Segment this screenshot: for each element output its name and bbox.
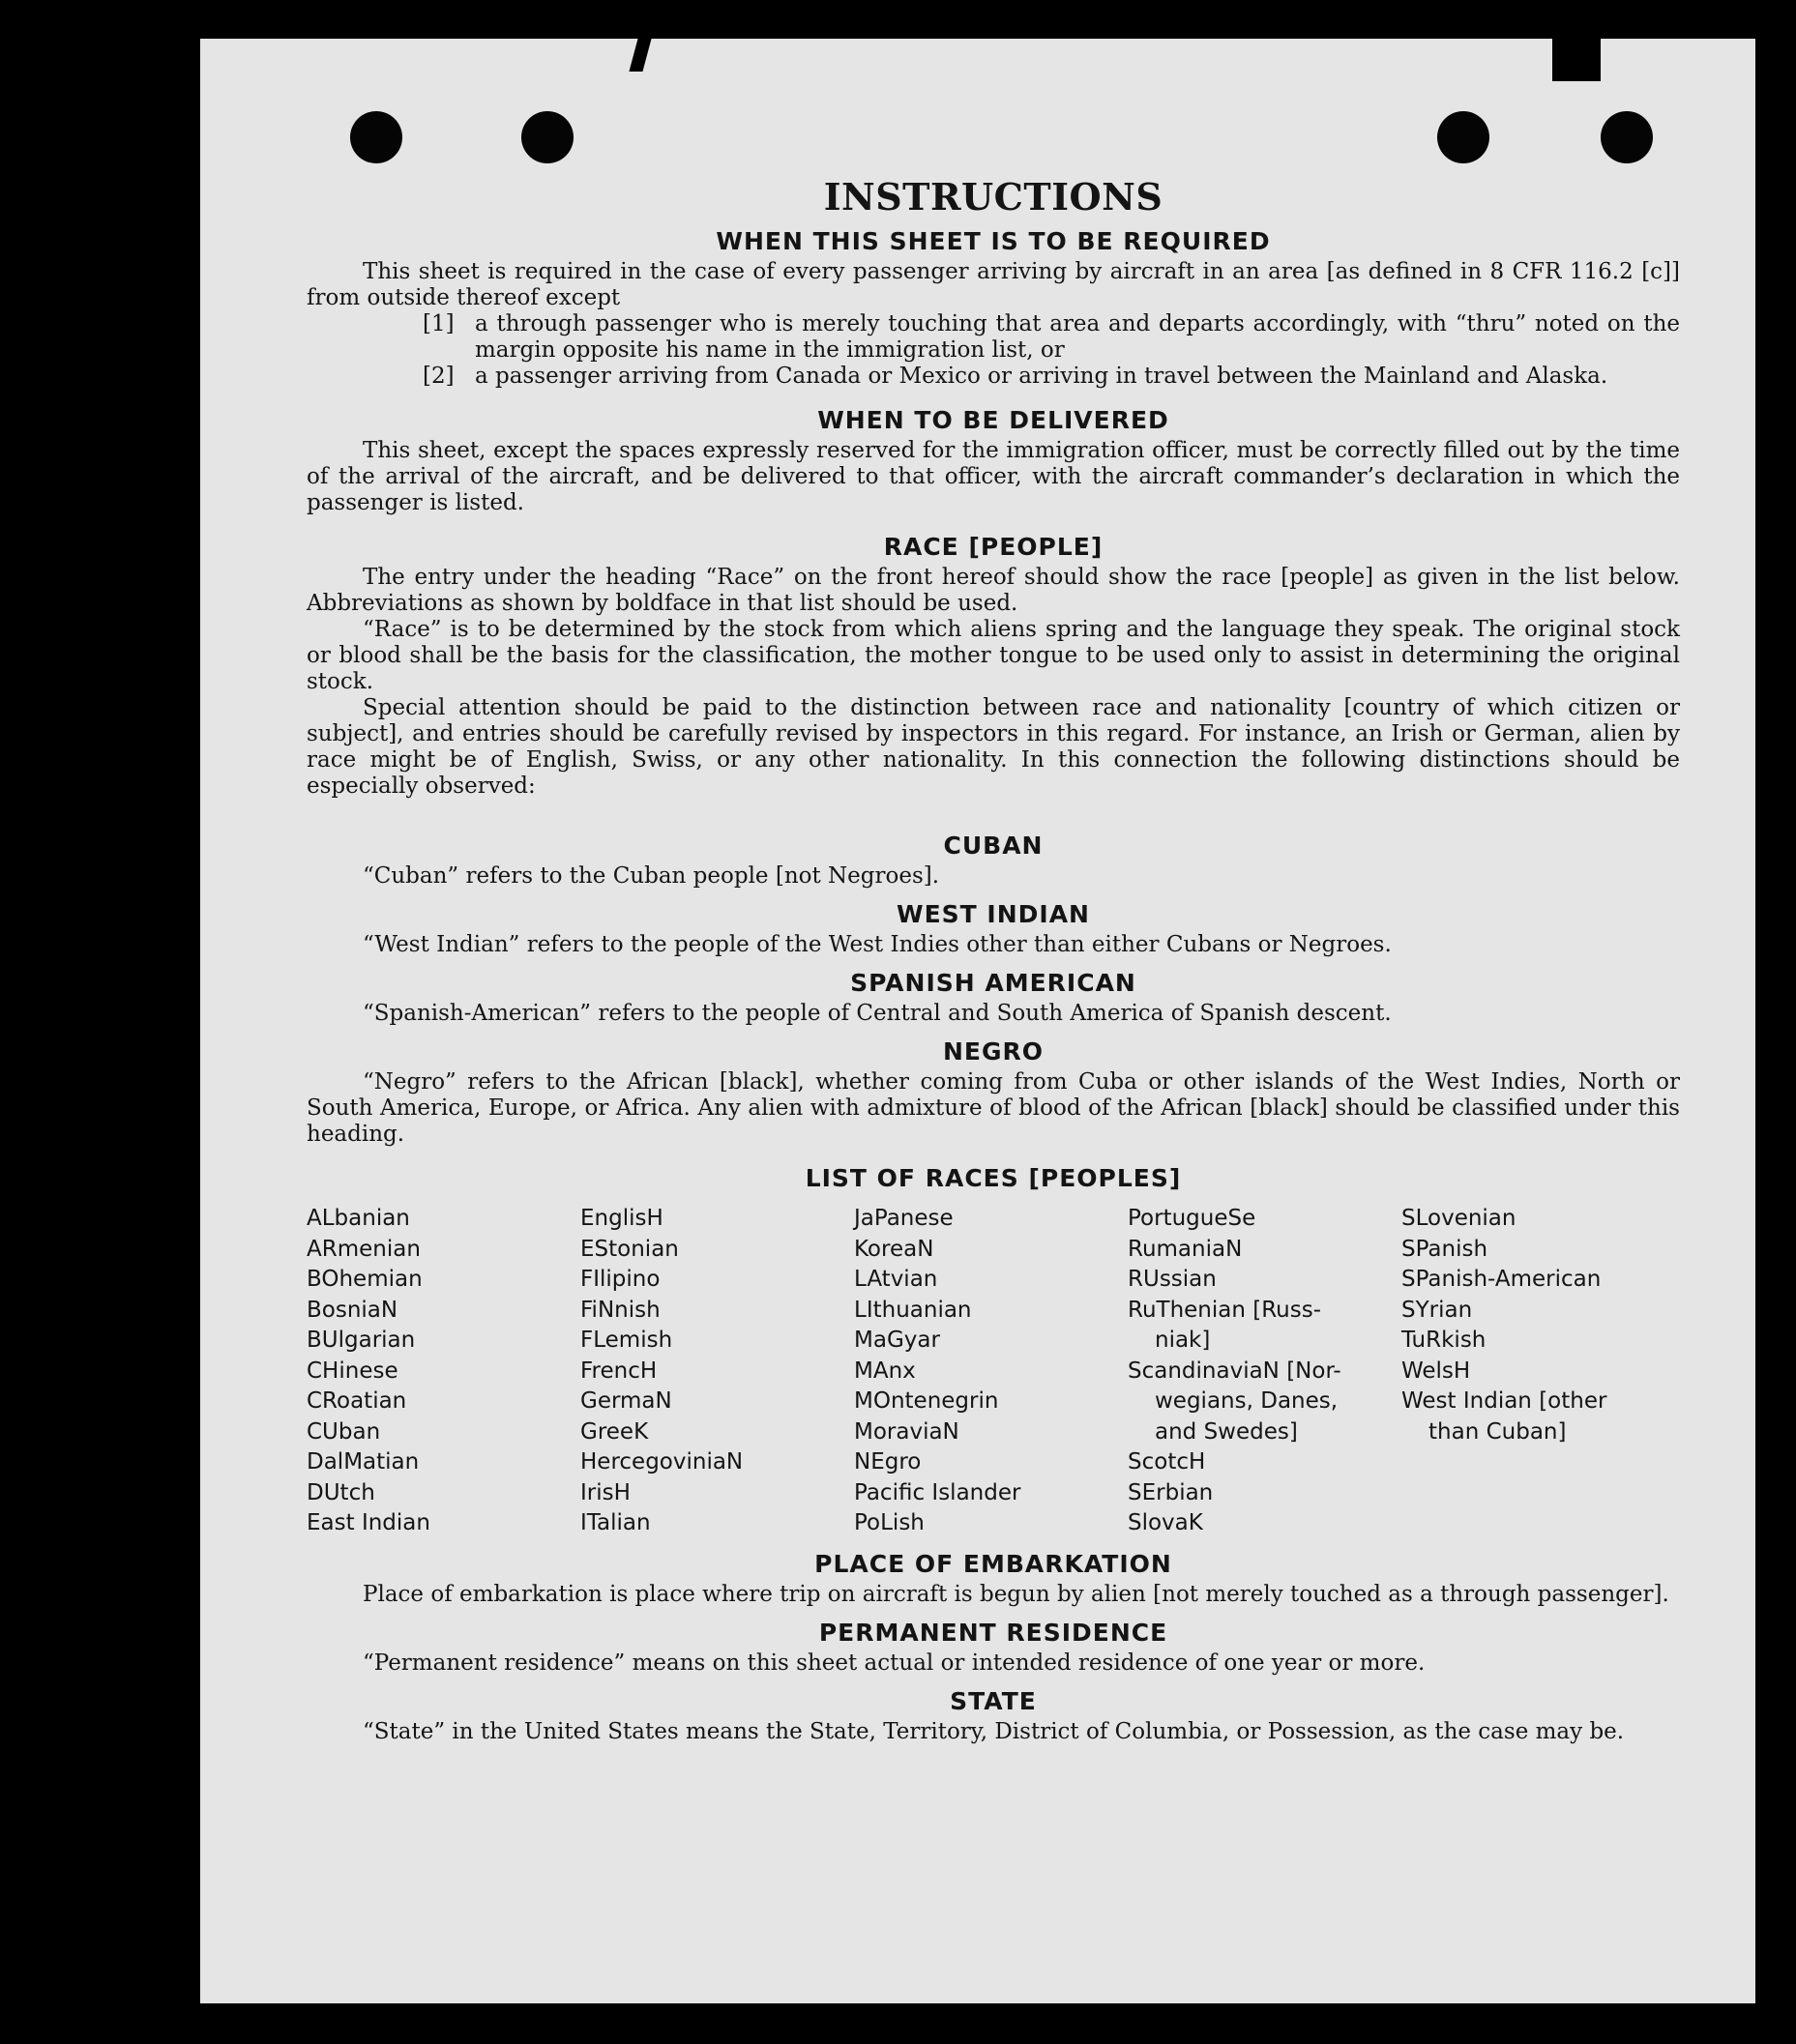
race-item: MaGyar <box>854 1328 940 1353</box>
race-item: ALbanian <box>307 1206 410 1231</box>
race-item: and Swedes] <box>1155 1418 1298 1445</box>
race-item: SlovaK <box>1128 1510 1203 1535</box>
race-column <box>1401 1204 1675 1539</box>
race-item: Pacific Islander <box>854 1479 1021 1505</box>
residence-text: “Permanent residence” means on this sheet actual or intended residence of one year or more. <box>363 1650 1426 1676</box>
race-paragraph: The entry under the heading “Race” on the front hereof should show the race [people] as given in the list below. Abbreviations as shown by boldface in that list should be used. <box>307 565 1680 616</box>
negro-text: “Negro” refers to the African [black], whether coming from Cuba or other islands of the West Indies, North or South America, Europe, or Africa. Any alien with admixture of blood of the African [black] should be classified under this heading. <box>307 1069 1680 1147</box>
race-item: GreeK <box>580 1418 649 1445</box>
required-intro: This sheet is required in the case of every passenger arriving by aircraft in an area [as defined in 8 CFR 116.2 [c]] from outside thereof except <box>307 259 1680 310</box>
exception-item <box>423 364 1680 390</box>
race-item: WelsH <box>1401 1358 1471 1384</box>
exception-number: [1] <box>423 311 455 336</box>
state-text: “State” in the United States means the State, Territory, District of Columbia, or Possession, as the case may be. <box>363 1718 1625 1744</box>
race-item: MAnx <box>854 1358 916 1384</box>
race-item: SPanish-American <box>1401 1267 1602 1292</box>
section-heading-embarkation: PLACE OF EMBARKATION <box>814 1549 1172 1578</box>
race-item: RuThenian [Russ- <box>1128 1297 1322 1323</box>
race-item: SYrian <box>1401 1297 1473 1323</box>
page-title: INSTRUCTIONS <box>823 175 1163 219</box>
race-item: LAtvian <box>854 1267 938 1292</box>
section-heading-spanish-american: SPANISH AMERICAN <box>850 969 1136 997</box>
section-heading-required: WHEN THIS SHEET IS TO BE REQUIRED <box>716 227 1271 255</box>
race-item: RUssian <box>1128 1267 1217 1292</box>
race-item: PortugueSe <box>1128 1206 1256 1231</box>
race-paragraph: Special attention should be paid to the distinction between race and nationality [country of which citizen or subject], and entries should be carefully revised by inspectors in this regard. For instance, an Irish or German, alien by race might be of English, Swiss, or any other nationality. In this connection the following distinctions should be especially observed: <box>307 695 1680 799</box>
race-item: JaPanese <box>854 1206 954 1231</box>
race-item: KoreaN <box>854 1236 934 1262</box>
race-item: BOhemian <box>307 1267 423 1292</box>
section-heading-residence: PERMANENT RESIDENCE <box>818 1618 1168 1647</box>
race-item: NEgro <box>854 1449 922 1475</box>
section-heading-race-list: LIST OF RACES [PEOPLES] <box>805 1164 1182 1192</box>
race-item: ARmenian <box>307 1236 421 1262</box>
race-item: FIlipino <box>580 1267 661 1292</box>
race-item: CUban <box>307 1418 381 1445</box>
race-item: ITalian <box>580 1510 651 1535</box>
section-heading-state: STATE <box>950 1686 1037 1715</box>
race-list <box>307 1204 1680 1539</box>
tear-mark <box>1552 39 1601 81</box>
spanish-american-text: “Spanish-American” refers to the people of Central and South America of Spanish descent. <box>363 1001 1392 1026</box>
race-item: DUtch <box>307 1479 375 1505</box>
race-item: SPanish <box>1401 1236 1488 1262</box>
race-item: EnglisH <box>580 1206 663 1231</box>
race-item: SLovenian <box>1401 1206 1516 1231</box>
race-item: ScotcH <box>1128 1449 1206 1475</box>
race-item: BUlgarian <box>307 1328 416 1353</box>
race-item: TuRkish <box>1401 1328 1487 1353</box>
section-heading-cuban: CUBAN <box>943 832 1044 860</box>
west-indian-text: “West Indian” refers to the people of the West Indies other than either Cubans or Negroes. <box>363 932 1392 957</box>
race-item: MoraviaN <box>854 1418 959 1445</box>
race-item: wegians, Danes, <box>1155 1388 1339 1414</box>
embarkation-text: Place of embarkation is place where trip on aircraft is begun by alien [not merely touched as a through passenger]. <box>363 1581 1669 1607</box>
race-column <box>854 1204 1128 1539</box>
race-column <box>307 1204 580 1539</box>
race-item: IrisH <box>580 1479 631 1505</box>
cuban-text: “Cuban” refers to the Cuban people [not Negroes]. <box>363 863 940 889</box>
section-heading-delivered: WHEN TO BE DELIVERED <box>817 406 1169 434</box>
race-item: West Indian [other <box>1401 1388 1607 1414</box>
document-sheet <box>200 39 1755 2003</box>
race-item: PoLish <box>854 1510 925 1535</box>
instructions-content <box>307 135 1680 1745</box>
race-item: FiNnish <box>580 1297 661 1323</box>
race-item: niak] <box>1155 1328 1211 1353</box>
race-column <box>580 1204 854 1539</box>
race-item: MOntenegrin <box>854 1388 999 1414</box>
race-item: LIthuanian <box>854 1297 972 1323</box>
race-item: FLemish <box>580 1328 673 1353</box>
race-item: CRoatian <box>307 1388 407 1414</box>
race-item: GermaN <box>580 1388 672 1414</box>
section-heading-west-indian: WEST INDIAN <box>897 900 1090 928</box>
race-paragraph: “Race” is to be determined by the stock from which aliens spring and the language they speak. The original stock or blood shall be the basis for the classification, the mother tongue to be used only to assist in determining the original stock. <box>307 617 1680 694</box>
exception-text: a passenger arriving from Canada or Mexico or arriving in travel between the Mainland and Alaska. <box>475 364 1608 389</box>
race-column <box>1128 1204 1401 1539</box>
race-item: EStonian <box>580 1236 679 1262</box>
race-item: than Cuban] <box>1428 1418 1567 1445</box>
race-item: FrencH <box>580 1358 658 1384</box>
race-item: HercegoviniaN <box>580 1449 744 1475</box>
race-item: DalMatian <box>307 1449 420 1475</box>
race-item: RumaniaN <box>1128 1236 1243 1262</box>
section-heading-race: RACE [PEOPLE] <box>883 533 1104 561</box>
exception-item <box>423 311 1680 364</box>
race-item: ScandinaviaN [Nor- <box>1128 1358 1341 1384</box>
race-item: SErbian <box>1128 1479 1214 1505</box>
race-item: East Indian <box>307 1510 430 1535</box>
race-item: BosniaN <box>307 1297 398 1323</box>
race-item: CHinese <box>307 1358 398 1384</box>
section-heading-negro: NEGRO <box>942 1037 1045 1066</box>
exception-text: a through passenger who is merely touching that area and departs accordingly, with “thru” noted on the margin opposite his name in the immigration list, or <box>475 311 1680 363</box>
exception-number: [2] <box>423 364 455 389</box>
tear-mark <box>629 39 651 72</box>
delivered-text: This sheet, except the spaces expressly reserved for the immigration officer, must be correctly filled out by the time of the arrival of the aircraft, and be delivered to that officer, with the aircraft commander’s declaration in which the passenger is listed. <box>307 438 1680 515</box>
